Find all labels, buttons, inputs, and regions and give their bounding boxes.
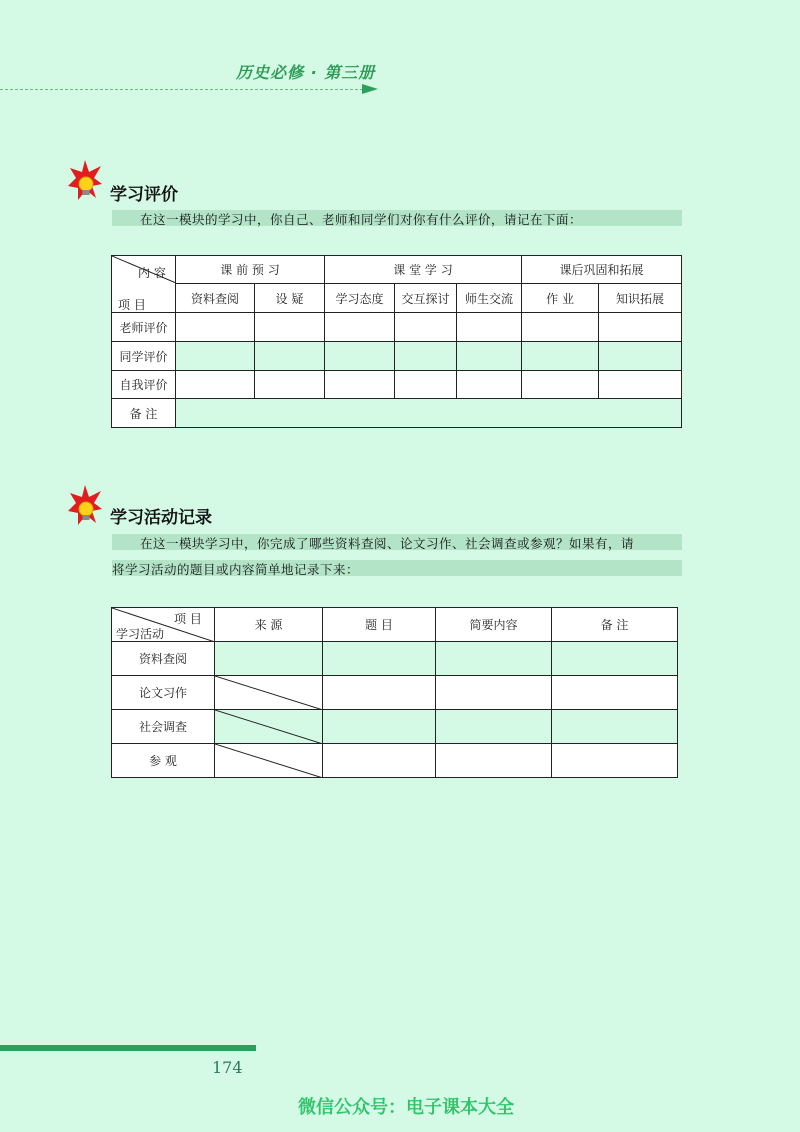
diagonal-line	[215, 710, 323, 744]
subheader-questions: 设 疑	[255, 284, 325, 313]
table-cell[interactable]	[599, 342, 682, 371]
row-label-survey: 社会调查	[112, 710, 215, 744]
table-row	[112, 371, 682, 399]
corner-label-content: 内 容	[138, 266, 166, 280]
table-row	[112, 642, 678, 676]
running-header-title: 历史必修 · 第三册	[236, 63, 376, 82]
table-cell[interactable]	[325, 342, 395, 371]
section-title-activity-record: 学习活动记录	[110, 508, 212, 528]
table-cell[interactable]	[323, 744, 436, 778]
corner-label-activity: 学习活动	[116, 627, 165, 641]
remark-cell[interactable]	[176, 399, 682, 428]
diagonal-line	[215, 676, 323, 710]
header-remark: 备 注	[552, 608, 678, 642]
table-cell[interactable]	[255, 342, 325, 371]
row-label-self: 自我评价	[112, 371, 176, 399]
crossed-cell	[215, 744, 323, 778]
table-cell[interactable]	[552, 676, 678, 710]
table-row	[112, 676, 678, 710]
subheader-teacher-student: 师生交流	[457, 284, 522, 313]
lightbulb-burst-icon	[68, 160, 102, 204]
lightbulb-burst-icon	[68, 485, 102, 529]
diagonal-line	[215, 744, 323, 778]
table-cell[interactable]	[176, 371, 255, 399]
table-cell[interactable]	[325, 313, 395, 342]
subheader-attitude: 学习态度	[325, 284, 395, 313]
table-cell[interactable]	[457, 342, 522, 371]
crossed-cell	[215, 710, 323, 744]
table-cell[interactable]	[325, 371, 395, 399]
table-cell[interactable]	[395, 342, 457, 371]
table-cell[interactable]	[457, 313, 522, 342]
table-cell[interactable]	[552, 642, 678, 676]
row-label-peer: 同学评价	[112, 342, 176, 371]
table-cell[interactable]	[552, 744, 678, 778]
table-cell[interactable]	[599, 313, 682, 342]
table-cell[interactable]	[552, 710, 678, 744]
header-arrow-icon	[362, 84, 378, 94]
activity-corner-header	[112, 608, 215, 642]
table-row	[112, 342, 682, 371]
crossed-cell	[215, 676, 323, 710]
subheader-homework: 作 业	[522, 284, 599, 313]
subheader-discussion: 交互探讨	[395, 284, 457, 313]
header-dashed-rule	[0, 89, 368, 90]
table-cell[interactable]	[395, 313, 457, 342]
evaluation-table	[111, 255, 682, 428]
evaluation-corner-header	[112, 256, 176, 313]
header-summary: 简要内容	[436, 608, 552, 642]
table-cell[interactable]	[255, 371, 325, 399]
section1-instruction: 在这一模块的学习中，你自己、老师和同学们对你有什么评价，请记在下面：	[140, 212, 583, 227]
table-cell[interactable]	[436, 676, 552, 710]
table-cell[interactable]	[522, 342, 599, 371]
group-header-extension: 课后巩固和拓展	[522, 256, 682, 284]
table-cell[interactable]	[436, 744, 552, 778]
table-cell[interactable]	[522, 371, 599, 399]
group-header-classroom: 课 堂 学 习	[325, 256, 522, 284]
table-cell[interactable]	[599, 371, 682, 399]
group-header-preview: 课 前 预 习	[176, 256, 325, 284]
table-cell[interactable]	[323, 642, 436, 676]
activity-table	[111, 607, 678, 778]
subheader-knowledge-extension: 知识拓展	[599, 284, 682, 313]
section2-instruction-line1: 在这一模块学习中，你完成了哪些资料查阅、论文习作、社会调查或参观？如果有，请	[140, 536, 635, 551]
subheader-research: 资料查阅	[176, 284, 255, 313]
table-cell[interactable]	[176, 342, 255, 371]
section-title-learning-evaluation: 学习评价	[110, 185, 178, 205]
table-row	[112, 710, 678, 744]
row-label-visit: 参 观	[112, 744, 215, 778]
header-source: 来 源	[215, 608, 323, 642]
table-row	[112, 744, 678, 778]
table-cell[interactable]	[436, 710, 552, 744]
page-number: 174	[212, 1058, 243, 1077]
section2-instruction-line2: 将学习活动的题目或内容简单地记录下来：	[112, 562, 360, 577]
table-cell[interactable]	[522, 313, 599, 342]
table-cell[interactable]	[436, 642, 552, 676]
table-row	[112, 399, 682, 428]
footer-bar	[0, 1045, 256, 1051]
table-row	[112, 313, 682, 342]
row-label-essay: 论文习作	[112, 676, 215, 710]
table-cell[interactable]	[176, 313, 255, 342]
watermark-text: 微信公众号：电子课本大全	[298, 1097, 514, 1118]
table-cell[interactable]	[457, 371, 522, 399]
row-label-teacher: 老师评价	[112, 313, 176, 342]
table-cell[interactable]	[323, 710, 436, 744]
table-cell[interactable]	[323, 676, 436, 710]
row-label-research: 资料查阅	[112, 642, 215, 676]
corner-label-item: 项 目	[118, 298, 146, 312]
table-cell[interactable]	[215, 642, 323, 676]
table-cell[interactable]	[255, 313, 325, 342]
corner-label-item: 项 目	[174, 612, 202, 626]
table-cell[interactable]	[395, 371, 457, 399]
row-label-remark: 备 注	[112, 399, 176, 428]
header-title: 题 目	[323, 608, 436, 642]
